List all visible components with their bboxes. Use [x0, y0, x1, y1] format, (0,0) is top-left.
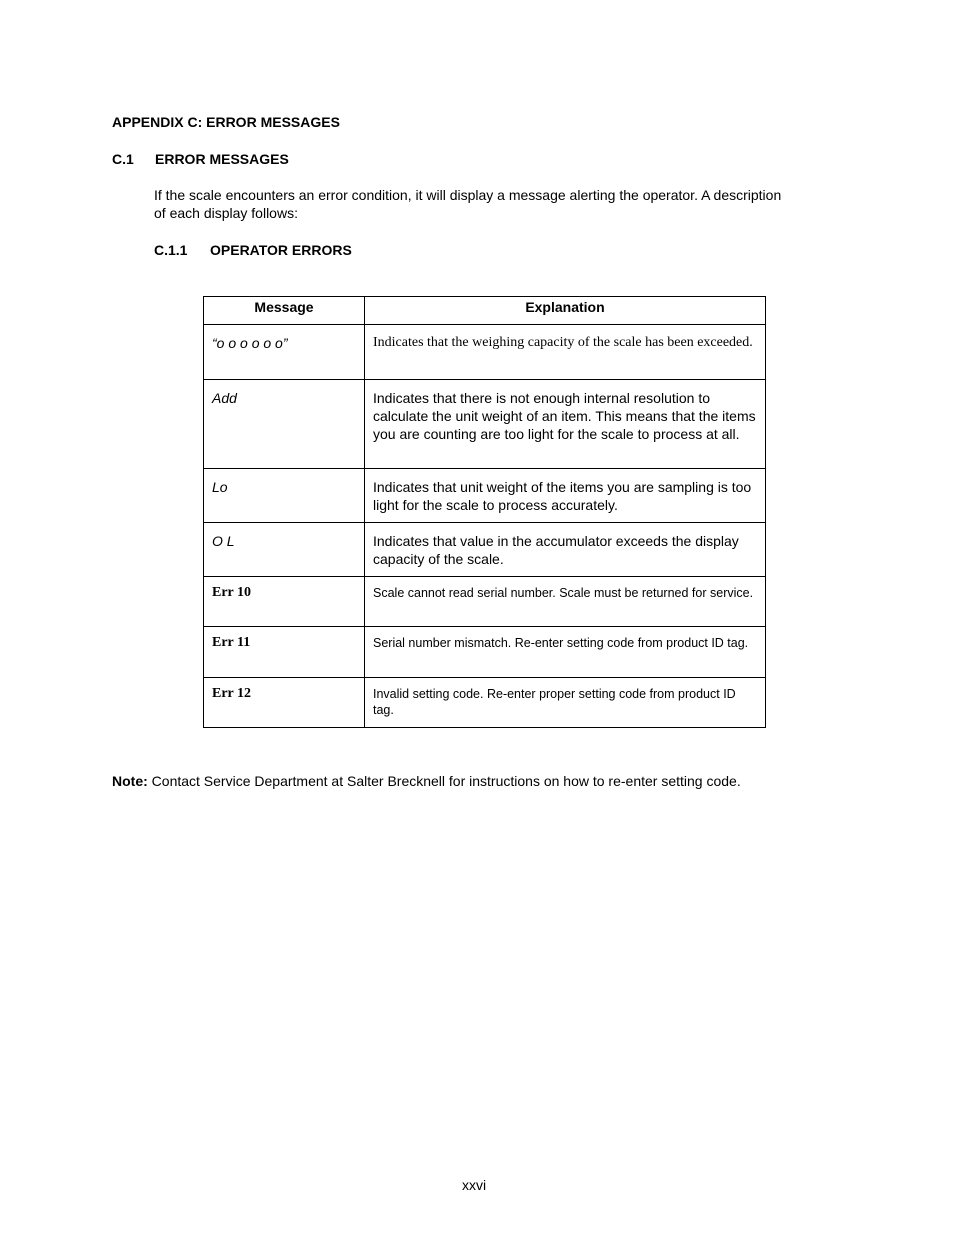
page-number: xxvi	[461, 1177, 487, 1193]
table-row	[204, 627, 766, 678]
error-message-cell: Add	[204, 380, 365, 469]
error-explanation-cell: Invalid setting code. Re-enter proper setting code from product ID tag.	[365, 678, 766, 728]
error-explanation-cell: Indicates that value in the accumulator exceeds the display capacity of the scale.	[365, 523, 766, 577]
error-message-cell: “o o o o o o”	[204, 325, 365, 380]
table-row	[204, 469, 766, 523]
note-label: Note:	[112, 773, 148, 789]
subsection-number: C.1.1	[154, 242, 188, 258]
error-explanation-cell: Indicates that there is not enough internal resolution to calculate the unit weight of an item. This means that the items you are counting are too light for the scale to process at all.	[365, 380, 766, 469]
error-message-cell: Err 10	[204, 577, 365, 627]
error-explanation-cell: Indicates that unit weight of the items you are sampling is too light for the scale to process accurately.	[365, 469, 766, 523]
error-messages-table	[203, 296, 766, 728]
table-row	[204, 523, 766, 577]
section-number: C.1	[112, 151, 134, 167]
note-paragraph	[112, 772, 872, 790]
error-explanation-cell: Serial number mismatch. Re-enter setting code from product ID tag.	[365, 627, 766, 678]
table-row	[204, 325, 766, 380]
table-row	[204, 678, 766, 728]
error-message-cell: Err 11	[204, 627, 365, 678]
error-explanation-cell: Indicates that the weighing capacity of the scale has been exceeded.	[365, 325, 766, 380]
error-explanation-cell: Scale cannot read serial number. Scale must be returned for service.	[365, 577, 766, 627]
error-message-cell: Err 12	[204, 678, 365, 728]
note-text: Contact Service Department at Salter Brecknell for instructions on how to re-enter setting code.	[147, 773, 741, 789]
section-title: ERROR MESSAGES	[155, 151, 289, 167]
error-message-cell: O L	[204, 523, 365, 577]
column-header-message: Message	[204, 297, 365, 325]
section-intro-paragraph: If the scale encounters an error condition, it will display a message alerting the operator. A description of each display follows:	[154, 187, 782, 221]
error-message-cell: Lo	[204, 469, 365, 523]
column-header-explanation: Explanation	[365, 297, 766, 325]
table-header-row	[204, 297, 766, 325]
appendix-title: APPENDIX C: ERROR MESSAGES	[112, 114, 340, 130]
subsection-title: OPERATOR ERRORS	[210, 242, 352, 258]
table-row	[204, 577, 766, 627]
table-row	[204, 380, 766, 469]
